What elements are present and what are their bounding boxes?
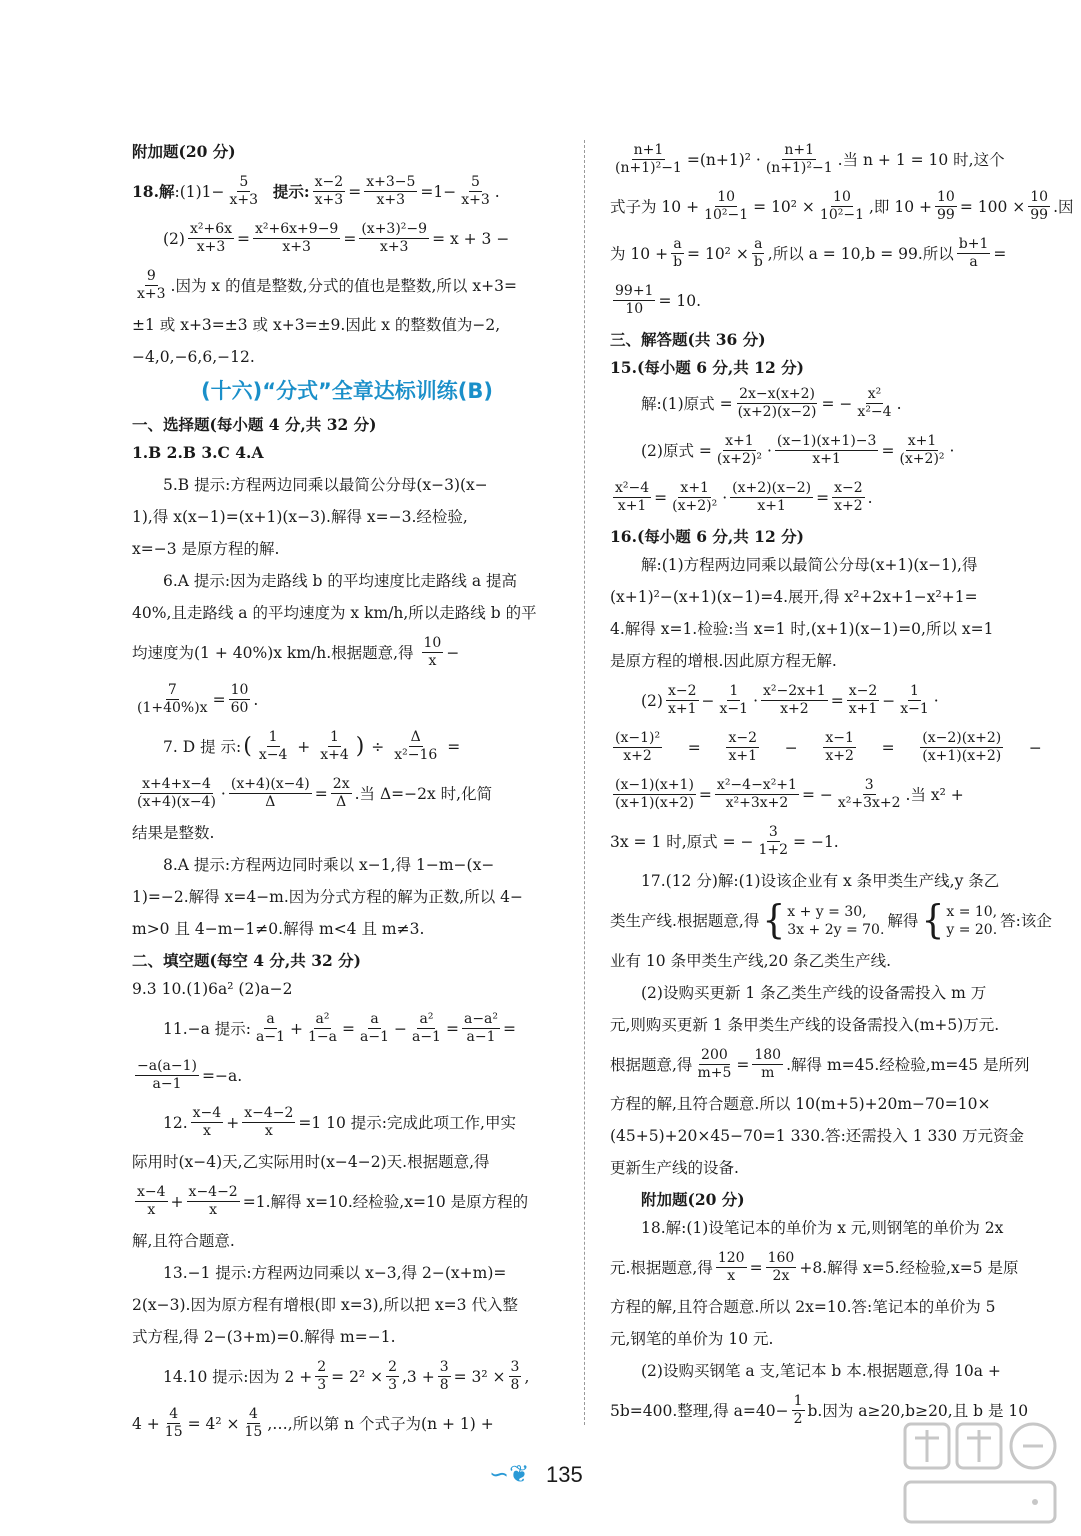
bonus-header: 附加题(20 分) (132, 142, 236, 161)
q18-part2: (2) $\frac{\text{x²+6x}}{x+3}$ = $\frac{\text{x²+6x+9−9}}{x+3}$ = $\frac{\text{(x+3)²−9}}{x+3}$ = x + 3 − (163, 221, 510, 255)
q16-2: (2) $\frac{x-2}{x+1}$ − $\frac{1}{x-1}$ · $\frac{\text{x²−2x+1}}{x+2}$ = $\frac{x-2}{x+1}$ − $\frac{1}{x-1}$ · (641, 683, 939, 717)
part2-header: 二、填空题(每空 4 分,共 32 分) (132, 951, 362, 970)
q15-1: 解:(1)原式 = $\frac{2x-x(x+2)}{(x+2)(x-2)}$ = − $\frac{\text{x²}}{\text{x²−4}}$ . (641, 386, 902, 420)
q14-cont: $\frac{n+1}{\text{(n+1)²−1}}$ =(n+1)² · $\frac{n+1}{\text{(n+1)²−1}}$ .当 n + 1 = 10 时,这个 (615, 142, 1005, 176)
q16-1: 解:(1)方程两边同乘以最简公分母(x+1)(x−1),得 (641, 556, 978, 574)
right-column: $\frac{n+1}{\text{(n+1)²−1}}$ =(n+1)² · $\frac{n+1}{\text{(n+1)²−1}}$ .当 n + 1 = 10 时,这个 式子为 10 + $\frac{10}{\text{10²−1}}$ = 10² × $\frac{10}{\text{10²−1}}$ ,即 10 + $\frac{10}{99}$ = 100 × $\frac{10}{99}$ .因 为 10 + $\frac{a}{b}$ = 10² × $\frac{a}{b}$ ,所以 a = 10,b = 99.所以 $\frac{b+1}{a}$ = $\frac{99+1}{10}$ = 10. 三、解答题(共 36 分) 15.(每小题 6 分,共 12 分) 解:(1)原式 = $\frac{2x-x(x+2)}{(x+2)(x-2)}$ = − $\frac{\text{x²}}{\text{x²−4}}$ . (2)原式 = $\frac{x+1}{\text{(x+2)²}}$ · $\frac{(x-1)(x+1)-3}{x+1}$ = $\frac{x+1}{\text{(x+2)²}}$ · $\frac{\text{x²−4}}{x+1}$ = $\frac{x+1}{\text{(x+2)²}}$ · $\frac{(x+2)(x-2)}{x+1}$ = $\frac{x-2}{x+2}$ . 16.(每小题 6 分,共 12 分) 解:(1)方程两边同乘以最简公分母(x+1)(x−1),得 (x+1)²−(x+1)(x−1)=4.展开,得 x²+2x+1−x²+1= 4.解得 x=1.检验:当 x=1 时,(x+1)(x−1)=0,所以 x=1 是原方程的增根.因此原方程无解. (2) $\frac{x-2}{x+1}$ − $\frac{1}{x-1}$ · $\frac{\text{x²−2x+1}}{x+2}$ = $\frac{x-2}{x+1}$ − $\frac{1}{x-1}$ · $\frac{\text{(x−1)²}}{x+2}$ = $\frac{x-2}{x+1}$ − $\frac{x-1}{x+2}$ = $\frac{(x-2)(x+2)}{(x+1)(x+2)}$ − $\frac{(x-1)(x+1)}{(x+1)(x+2)}$ = $\frac{\text{x²−4−x²+1}}{\text{x²+3x+2}}$ = − $\frac{3}{\text{x²+3x+2}}$ .当 x² + 3x = 1 时,原式 = − $\frac{3}{1+2}$ = −1. 17.(12 分)解:(1)设该企业有 x 条甲类生产线,y 条乙 类生产线.根据题意,得 { x + y = 30, 3x + 2y = 70. 解得 { x = 10, y = 20. 答:该企 业有 10 条甲类生产线,20 条乙类生产线. (2)设购买更新 1 条乙类生产线的设备需投入 m 万 元,则购买更新 1 条甲类生产线的设备需投入(m+5)万元. 根据题意,得 $\frac{200}{m+5}$ = $\frac{180}{m}$ .解得 m=45.经检验,m=45 是所列 方程的解,且符合题意.所以 10(m+5)+20m−70=10× (45+5)+20×45−70=1 330.答:还需投入 1 330 万元资金 更新生产线的设备. 附加题(20 分) 18.解:(1)设笔记本的单价为 x 元,则钢笔的单价为 2x 元.根据题意,得 $\frac{120}{x}$ = $\frac{160}{2x}$ +8.解得 x=5.经检验,x=5 是原 方程的解,且符合题意.所以 2x=10.答:笔记本的单价为 5 元,钢笔的单价为 10 元. (2)设购买钢笔 a 支,笔记本 b 本.根据题意,得 10a + 5b=400.整理,得 a=40− $\frac{1}{2}$ b.因为 a≥20,b≥20,且 b 是 10 (610, 142, 1074, 1427)
q15-2: (2)原式 = $\frac{x+1}{\text{(x+2)²}}$ · $\frac{(x-1)(x+1)-3}{x+1}$ = $\frac{x+1}{\text{(x+2)²}}$ · (641, 433, 955, 467)
column-divider (584, 140, 585, 1425)
q18-cont: $\frac{9}{x+3}$ .因为 x 的值是整数,分式的值也是整数,所以 x+3= (137, 268, 517, 302)
q6: 6.A 提示:因为走路线 b 的平均速度比走路线 a 提高 (163, 572, 518, 590)
q18-part1: 18.解 :(1)1− $\frac{5}{x+3}$ 提示: $\frac{x-2}{x+3}$ = $\frac{x+3-5}{x+3}$ =1− $\frac{5}{x+3}$ . (132, 174, 500, 208)
q15-header: 15.(每小题 6 分,共 12 分) (610, 358, 804, 377)
answers-1-4: 1.B 2.B 3.C 4.A (132, 443, 264, 462)
q8: 8.A 提示:方程两边同时乘以 x−1,得 1−m−(x− (163, 856, 495, 874)
leaf-logo-icon: ∽❦ (489, 1460, 530, 1488)
q14: 14.10 提示:因为 2 + $\frac{2}{3}$ = 2² × $\frac{2}{3}$ ,3 + $\frac{3}{8}$ = 3² × $\frac{3}{8}$ , (163, 1359, 530, 1393)
equation-system: { x + y = 30, 3x + 2y = 70. (762, 897, 885, 943)
q12: 12. $\frac{x-4}{x}$ + $\frac{x-4-2}{x}$ =1 10 提示:完成此项工作,甲实 (163, 1105, 516, 1139)
q5: 5.B 提示:方程两边同乘以最简公分母(x−3)(x− (163, 476, 488, 494)
q9-10: 9.3 10.(1)6a² (2)a−2 (132, 980, 293, 998)
q17: 17.(12 分)解:(1)设该企业有 x 条甲类生产线,y 条乙 (641, 872, 1000, 890)
q13: 13.−1 提示:方程两边同乘以 x−3,得 2−(x+m)= (163, 1264, 507, 1282)
watermark-stamp-icon (895, 1416, 1065, 1536)
section-title: (十六)“分式”全章达标训练(B) (201, 379, 493, 403)
q7: 7. D 提 示: ( $\frac{1}{x-4}$ + $\frac{1}{x+4}$ ) ÷ $\frac{\Delta}{\text{x²−16}}$ = (163, 729, 461, 763)
q11: 11.−a 提示: $\frac{a}{a-1}$ + $\frac{\text{a²}}{1-a}$ = $\frac{a}{a-1}$ − $\frac{\text{a²}}{a-1}$ = $\frac{\text{a−a²}}{a-1}$ = (163, 1011, 517, 1045)
solution-system: { x = 10, y = 20. (921, 897, 998, 943)
bonus-header-right: 附加题(20 分) (641, 1190, 745, 1209)
left-column: 附加题(20 分) 18.解 :(1)1− $\frac{5}{x+3}$ 提示: $\frac{x-2}{x+3}$ = $\frac{x+3-5}{x+3}$ =1− $\frac{5}{x+3}$ . (2) $\frac{\text{x²+6x}}{x+3}$ = $\frac{\text{x²+6x+9−9}}{x+3}$ = $\frac{\text{(x+3)²−9}}{x+3}$ = x + 3 − $\frac{9}{x+3}$ .因为 x 的值是整数,分式的值也是整数,所以 x+3= ±1 或 x+3=±3 或 x+3=±9.因此 x 的整数值为−2, −4,0,−6,6,−12. (十六)“分式”全章达标训练(B) 一、选择题(每小题 4 分,共 32 分) 1.B 2.B 3.C 4.A 5.B 提示:方程两边同乘以最简公分母(x−3)(x− 1),得 x(x−1)=(x+1)(x−3).解得 x=−3.经检验, x=−3 是原方程的解. 6.A 提示:因为走路线 b 的平均速度比走路线 a 提高 40%,且走路线 a 的平均速度为 x km/h,所以走路线 b 的平 均速度为(1 + 40%)x km/h.根据题意,得 $\frac{10}{x}$ − $\frac{7}{(1+40\%)x}$ = $\frac{10}{60}$ . 7. D 提 示: ( $\frac{1}{x-4}$ + $\frac{1}{x+4}$ ) ÷ $\frac{\Delta}{\text{x²−16}}$ = $\frac{x+4+x-4}{(x+4)(x-4)}$ · $\frac{(x+4)(x-4)}{\Delta}$ = $\frac{2x}{\Delta}$ .当 Δ=−2x 时,化简 结果是整数. 8.A 提示:方程两边同时乘以 x−1,得 1−m−(x− 1)=−2.解得 x=4−m.因为分式方程的解为正数,所以 4− m>0 且 4−m−1≠0.解得 m<4 且 m≠3. 二、填空题(每空 4 分,共 32 分) 9.3 10.(1)6a² (2)a−2 11.−a 提示: $\frac{a}{a-1}$ + $\frac{\text{a²}}{1-a}$ = $\frac{a}{a-1}$ − $\frac{\text{a²}}{a-1}$ = $\frac{\text{a−a²}}{a-1}$ = $\frac{-a(a-1)}{a-1}$ =−a. 12. $\frac{x-4}{x}$ + $\frac{x-4-2}{x}$ =1 10 提示:完成此项工作,甲实 际用时(x−4)天,乙实际用时(x−4−2)天.根据题意,得 $\frac{x-4}{x}$ + $\frac{x-4-2}{x}$ =1.解得 x=10.经检验,x=10 是原方程的 解,且符合题意. 13.−1 提示:方程两边同乘以 x−3,得 2−(x+m)= 2(x−3).因为原方程有增根(即 x=3),所以把 x=3 代入整 式方程,得 2−(3+m)=0.解得 m=−1. 14.10 提示:因为 2 + $\frac{2}{3}$ = 2² × $\frac{2}{3}$ ,3 + $\frac{3}{8}$ = 3² × $\frac{3}{8}$ , 4 + $\frac{4}{15}$ = 4² × $\frac{4}{15}$ ,…,所以第 n 个式子为(n + 1) + (132, 142, 562, 1453)
fraction: $\frac{5}{x+3}$ (229, 174, 259, 208)
page-number: 135 (546, 1462, 583, 1487)
part3-header: 三、解答题(共 36 分) (610, 330, 766, 349)
q18-right: 18.解:(1)设笔记本的单价为 x 元,则钢笔的单价为 2x (641, 1219, 1004, 1237)
q16-header: 16.(每小题 6 分,共 12 分) (610, 527, 804, 546)
part1-header: 一、选择题(每小题 4 分,共 32 分) (132, 415, 377, 434)
